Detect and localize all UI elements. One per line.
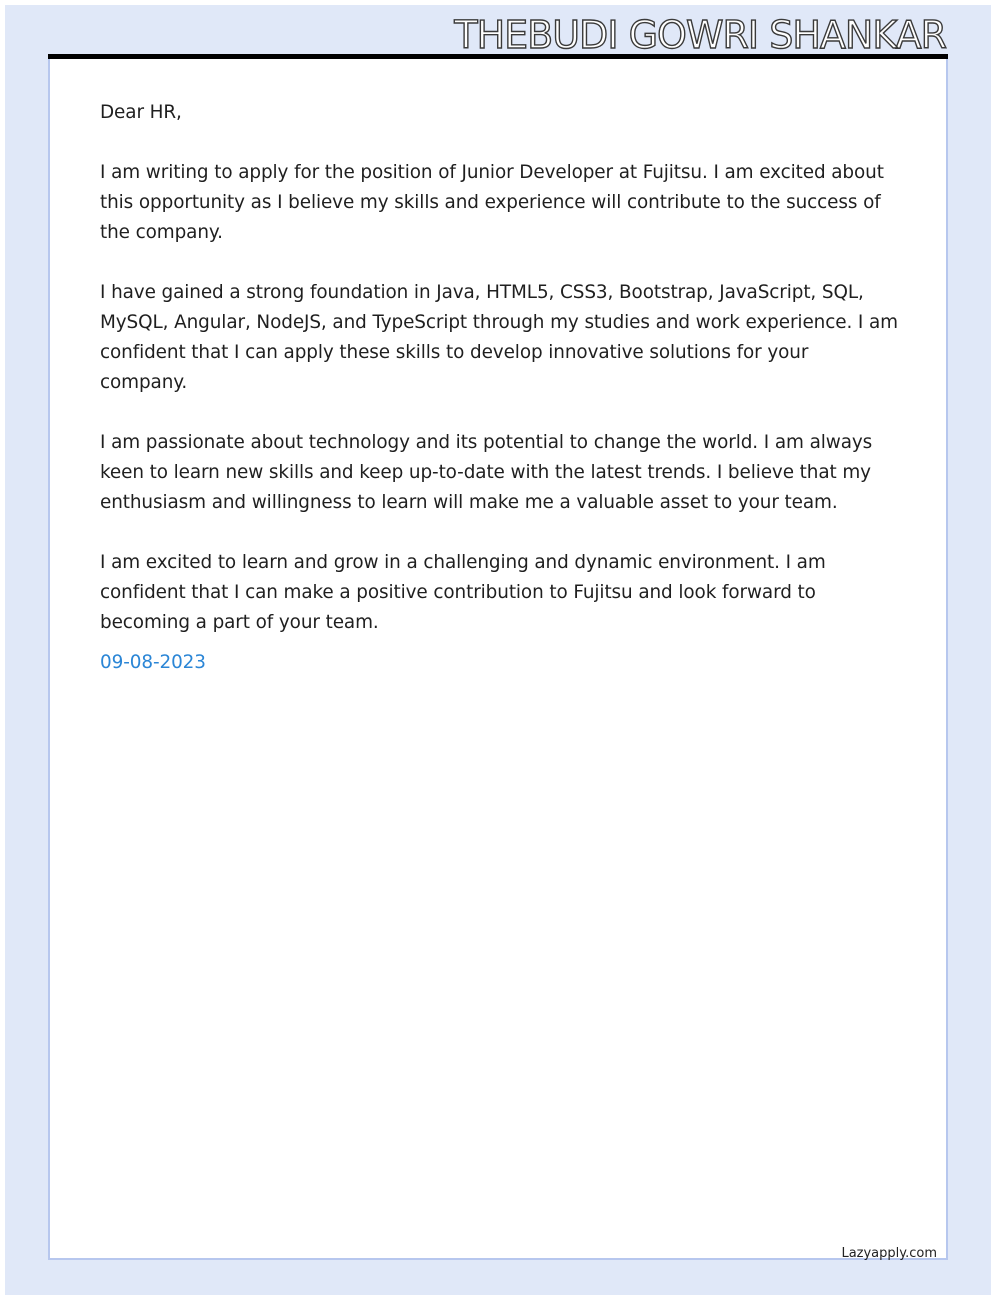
cover-letter-body bbox=[100, 98, 900, 708]
letter-paragraph-3: I am passionate about technology and its potential to change the world. I am always keen to learn new skills and keep up-to-date with the latest trends. I believe that my enthusiasm and willingness to learn will make me a valuable asset to your team. bbox=[100, 432, 873, 513]
letter-paragraph-2: I have gained a strong foundation in Java, HTML5, CSS3, Bootstrap, JavaScript, SQL, MySQL, Angular, NodeJS, and TypeScript through my studies and work experience. I am confident that I can apply these skills to develop innovative solutions for your company. bbox=[100, 282, 898, 393]
applicant-name: THEBUDI GOWRI SHANKAR bbox=[454, 13, 946, 57]
letter-date: 09-08-2023 bbox=[100, 652, 206, 673]
salutation: Dear HR, bbox=[100, 102, 182, 123]
letter-paragraph-4: I am excited to learn and grow in a challenging and dynamic environment. I am confident that I can make a positive contribution to Fujitsu and look forward to becoming a part of your team. bbox=[100, 552, 826, 633]
footer-brand: Lazyapply.com bbox=[841, 1246, 937, 1261]
letter-paragraph-1: I am writing to apply for the position of Junior Developer at Fujitsu. I am excited about this opportunity as I believe my skills and experience will contribute to the success of the company. bbox=[100, 162, 884, 243]
